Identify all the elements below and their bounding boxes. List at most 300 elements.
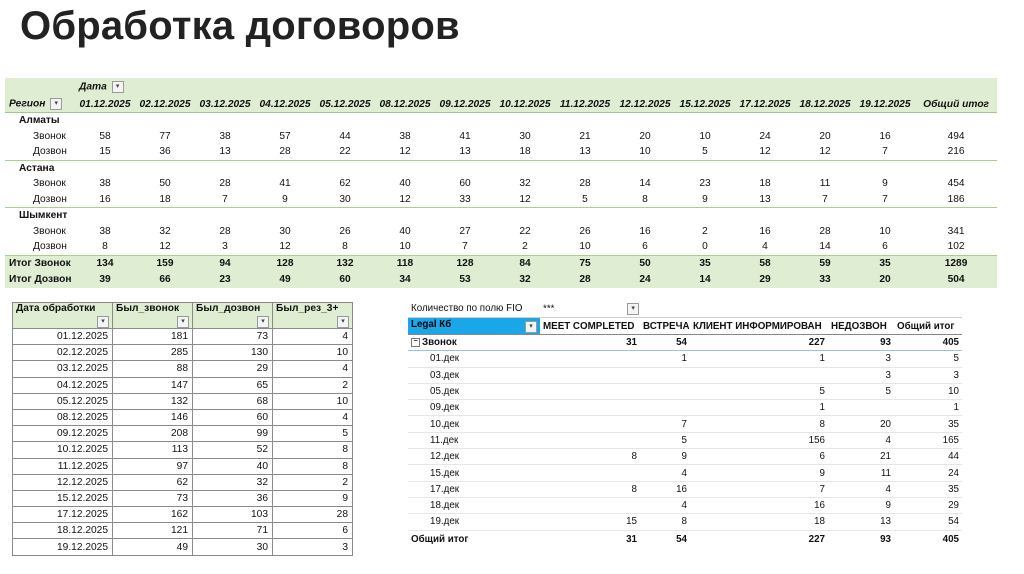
column-filter-dropdown-icon[interactable]: ▾ bbox=[257, 316, 269, 328]
count-cell bbox=[540, 400, 640, 416]
column-header[interactable] bbox=[193, 303, 273, 329]
value-cell: 10 bbox=[879, 225, 891, 237]
table-cell[interactable]: 09.12.2025 bbox=[13, 426, 113, 442]
count-cell: 21 bbox=[828, 449, 894, 465]
region-field-label: Регион bbox=[9, 98, 46, 110]
total-value-cell: 53 bbox=[435, 272, 495, 288]
value-cell: 9 bbox=[675, 192, 735, 208]
value-cell: 20 bbox=[819, 130, 831, 142]
value-cell: 26 bbox=[339, 225, 351, 237]
table-cell[interactable]: 2 bbox=[273, 474, 353, 490]
group-value-cell: 93 bbox=[828, 335, 894, 351]
region-field-header[interactable] bbox=[5, 96, 75, 113]
table-cell[interactable]: 8 bbox=[273, 442, 353, 458]
count-cell: 8 bbox=[690, 416, 828, 432]
value-cell: 41 bbox=[459, 130, 471, 142]
grand-total-row bbox=[408, 530, 962, 548]
column-filter-dropdown-icon[interactable]: ▾ bbox=[627, 303, 639, 315]
table-cell[interactable]: 132 bbox=[113, 393, 193, 409]
value-cell: 28 bbox=[219, 178, 231, 190]
total-value-cell: 118 bbox=[375, 255, 435, 272]
table-cell[interactable]: 2 bbox=[273, 377, 353, 393]
value-cell: 14 bbox=[639, 178, 651, 190]
count-cell: 18 bbox=[690, 514, 828, 530]
total-label: Итог Дозвон bbox=[5, 272, 75, 288]
count-cell: 35 bbox=[894, 416, 962, 432]
total-value-cell: 66 bbox=[135, 272, 195, 288]
value-cell: 13 bbox=[555, 144, 615, 160]
count-cell: 9 bbox=[640, 449, 690, 465]
value-cell: 26 bbox=[579, 225, 591, 237]
value-cell: 14 bbox=[795, 239, 855, 255]
table-cell[interactable]: 28 bbox=[273, 507, 353, 523]
value-cell: 7 bbox=[855, 192, 915, 208]
total-value-cell: 60 bbox=[315, 272, 375, 288]
column-header-label: Был_звонок bbox=[116, 303, 180, 314]
fio-count-pivot-table bbox=[408, 300, 962, 544]
region-date-pivot-table bbox=[5, 78, 997, 288]
value-cell: 30 bbox=[519, 130, 531, 142]
count-cell: 3 bbox=[828, 351, 894, 367]
value-cell: 41 bbox=[279, 178, 291, 190]
table-cell[interactable]: 4 bbox=[273, 329, 353, 345]
value-cell: 18 bbox=[759, 178, 771, 190]
column-header-label: Был_рез_3+ bbox=[276, 303, 339, 314]
count-cell: 4 bbox=[640, 497, 690, 513]
metric-label: Звонок bbox=[33, 178, 66, 190]
value-cell: 40 bbox=[399, 178, 411, 190]
count-cell: 1 bbox=[640, 351, 690, 367]
count-cell: 54 bbox=[894, 514, 962, 530]
value-cell: 36 bbox=[135, 144, 195, 160]
table-cell[interactable]: 30 bbox=[193, 539, 273, 555]
count-cell: 165 bbox=[894, 432, 962, 448]
table-cell[interactable]: 99 bbox=[193, 426, 273, 442]
count-cell bbox=[540, 383, 640, 399]
table-cell[interactable]: 17.12.2025 bbox=[13, 507, 113, 523]
total-value-cell: 33 bbox=[795, 272, 855, 288]
table-cell[interactable]: 05.12.2025 bbox=[13, 393, 113, 409]
table-cell[interactable]: 40 bbox=[193, 458, 273, 474]
table-cell[interactable]: 10.12.2025 bbox=[13, 442, 113, 458]
column-filter-dropdown-icon[interactable]: ▾ bbox=[177, 316, 189, 328]
date-column-header: 08.12.2025 bbox=[375, 96, 435, 113]
row-total-cell: 216 bbox=[915, 144, 997, 160]
date-field-label: Дата bbox=[79, 81, 107, 93]
value-cell: 32 bbox=[159, 225, 171, 237]
value-cell: 0 bbox=[675, 239, 735, 255]
collapse-icon[interactable]: − bbox=[411, 338, 420, 347]
value-cell: 10 bbox=[555, 239, 615, 255]
count-cell: 35 bbox=[894, 481, 962, 497]
date-label: 01.дек bbox=[408, 351, 540, 367]
legal-kb-label: Legal Кб bbox=[411, 319, 452, 330]
value-cell: 23 bbox=[699, 178, 711, 190]
total-value-cell: 20 bbox=[855, 272, 915, 288]
count-cell bbox=[540, 465, 640, 481]
count-cell: 8 bbox=[640, 514, 690, 530]
region-name[interactable]: Алматы bbox=[19, 115, 60, 127]
table-cell[interactable]: 71 bbox=[193, 523, 273, 539]
total-value-cell: 39 bbox=[75, 272, 135, 288]
date-label: 09.дек bbox=[408, 400, 540, 416]
count-cell bbox=[540, 351, 640, 367]
region-row[interactable] bbox=[5, 113, 997, 129]
table-row bbox=[13, 490, 353, 506]
column-header-label: Был_дозвон bbox=[196, 303, 261, 314]
date-row bbox=[408, 367, 962, 383]
column-filter-dropdown-icon[interactable]: ▾ bbox=[97, 316, 109, 328]
value-cell: 13 bbox=[735, 192, 795, 208]
total-value-cell: 49 bbox=[255, 272, 315, 288]
region-name[interactable]: Шымкент bbox=[19, 210, 68, 222]
count-cell bbox=[690, 367, 828, 383]
table-row bbox=[13, 426, 353, 442]
table-cell[interactable]: 32 bbox=[193, 474, 273, 490]
date-label: 17.дек bbox=[408, 481, 540, 497]
date-label: 18.дек bbox=[408, 497, 540, 513]
table-row bbox=[13, 523, 353, 539]
column-header[interactable] bbox=[273, 303, 353, 329]
value-cell: 32 bbox=[519, 178, 531, 190]
table-cell[interactable]: 5 bbox=[273, 426, 353, 442]
table-cell[interactable]: 65 bbox=[193, 377, 273, 393]
table-cell[interactable]: 4 bbox=[273, 361, 353, 377]
table-cell[interactable]: 73 bbox=[193, 329, 273, 345]
pivot-corner bbox=[5, 78, 75, 96]
date-label: 19.дек bbox=[408, 514, 540, 530]
value-cell: 22 bbox=[315, 144, 375, 160]
metric-row bbox=[5, 239, 997, 255]
value-cell: 15 bbox=[75, 144, 135, 160]
group-label-cell[interactable] bbox=[408, 335, 540, 351]
value-cell: 28 bbox=[579, 178, 591, 190]
metric-row bbox=[5, 192, 997, 208]
table-cell[interactable]: 02.12.2025 bbox=[13, 345, 113, 361]
value-cell: 8 bbox=[75, 239, 135, 255]
value-cell: 27 bbox=[459, 225, 471, 237]
count-cell bbox=[540, 416, 640, 432]
table-cell[interactable]: 3 bbox=[273, 539, 353, 555]
total-value-cell: 34 bbox=[375, 272, 435, 288]
table-cell[interactable]: 73 bbox=[113, 490, 193, 506]
table-cell[interactable]: 4 bbox=[273, 409, 353, 425]
count-field-label: Количество по полю FIO bbox=[408, 300, 540, 318]
count-cell: 156 bbox=[690, 432, 828, 448]
value-cell: 33 bbox=[435, 192, 495, 208]
value-cell: 77 bbox=[159, 130, 171, 142]
value-cell: 5 bbox=[675, 144, 735, 160]
table-cell[interactable]: 103 bbox=[193, 507, 273, 523]
grand-total-cell: 1289 bbox=[915, 255, 997, 272]
date-column-header: 02.12.2025 bbox=[135, 96, 195, 113]
table-cell[interactable]: 147 bbox=[113, 377, 193, 393]
value-cell: 10 bbox=[375, 239, 435, 255]
table-cell[interactable]: 9 bbox=[273, 490, 353, 506]
count-cell: 5 bbox=[894, 351, 962, 367]
column-header[interactable] bbox=[13, 303, 113, 329]
table-cell[interactable]: 18.12.2025 bbox=[13, 523, 113, 539]
value-cell: 9 bbox=[882, 178, 888, 190]
count-cell: 6 bbox=[690, 449, 828, 465]
group-row[interactable] bbox=[408, 335, 962, 351]
total-value-cell: 128 bbox=[435, 255, 495, 272]
table-cell[interactable]: 146 bbox=[113, 409, 193, 425]
date-label: 12.дек bbox=[408, 449, 540, 465]
count-cell bbox=[828, 400, 894, 416]
date-label: 05.дек bbox=[408, 383, 540, 399]
status-column-header: КЛИЕНТ ИНФОРМИРОВАН bbox=[690, 318, 828, 335]
grand-total-cell: 405 bbox=[894, 530, 962, 548]
value-cell: 10 bbox=[699, 130, 711, 142]
table-cell[interactable]: 121 bbox=[113, 523, 193, 539]
table-cell[interactable]: 29 bbox=[193, 361, 273, 377]
metric-row bbox=[5, 224, 997, 240]
value-cell: 16 bbox=[75, 192, 135, 208]
value-cell: 16 bbox=[879, 130, 891, 142]
value-cell: 2 bbox=[702, 225, 708, 237]
table-row bbox=[13, 474, 353, 490]
count-cell: 1 bbox=[690, 351, 828, 367]
count-cell: 5 bbox=[690, 383, 828, 399]
value-cell: 10 bbox=[615, 144, 675, 160]
table-row bbox=[13, 345, 353, 361]
date-row bbox=[408, 351, 962, 367]
table-cell[interactable]: 97 bbox=[113, 458, 193, 474]
date-row bbox=[408, 400, 962, 416]
legal-kb-field-header[interactable] bbox=[408, 318, 540, 335]
table-cell[interactable]: 04.12.2025 bbox=[13, 377, 113, 393]
value-cell: 12 bbox=[495, 192, 555, 208]
row-total-cell: 341 bbox=[947, 225, 965, 237]
value-cell: 18 bbox=[495, 144, 555, 160]
metric-row bbox=[5, 129, 997, 145]
value-cell: 38 bbox=[219, 130, 231, 142]
count-cell bbox=[540, 497, 640, 513]
date-row bbox=[408, 497, 962, 513]
value-cell: 7 bbox=[435, 239, 495, 255]
date-row bbox=[408, 449, 962, 465]
table-cell[interactable]: 49 bbox=[113, 539, 193, 555]
table-cell[interactable]: 181 bbox=[113, 329, 193, 345]
date-label: 11.дек bbox=[408, 432, 540, 448]
value-cell: 30 bbox=[315, 192, 375, 208]
count-cell: 4 bbox=[828, 481, 894, 497]
value-cell: 60 bbox=[459, 178, 471, 190]
count-cell: 7 bbox=[640, 416, 690, 432]
value-cell: 8 bbox=[315, 239, 375, 255]
grand-total-cell: 227 bbox=[690, 530, 828, 548]
status-column-header: НЕДОЗВОН bbox=[828, 318, 894, 335]
total-value-cell: 132 bbox=[315, 255, 375, 272]
processing-date-table bbox=[12, 302, 352, 556]
total-value-cell: 84 bbox=[495, 255, 555, 272]
table-cell[interactable]: 12.12.2025 bbox=[13, 474, 113, 490]
metric-label: Дозвон bbox=[5, 239, 75, 255]
value-cell: 44 bbox=[339, 130, 351, 142]
table-cell[interactable]: 03.12.2025 bbox=[13, 361, 113, 377]
region-row[interactable] bbox=[5, 208, 997, 224]
metric-label: Звонок bbox=[33, 225, 66, 237]
value-cell: 13 bbox=[195, 144, 255, 160]
value-cell: 4 bbox=[735, 239, 795, 255]
value-cell: 12 bbox=[255, 239, 315, 255]
value-cell: 16 bbox=[639, 225, 651, 237]
total-value-cell: 58 bbox=[735, 255, 795, 272]
column-header[interactable] bbox=[113, 303, 193, 329]
value-cell: 12 bbox=[375, 192, 435, 208]
value-cell: 18 bbox=[135, 192, 195, 208]
table-cell[interactable]: 68 bbox=[193, 393, 273, 409]
date-label: 10.дек bbox=[408, 416, 540, 432]
table-cell[interactable]: 113 bbox=[113, 442, 193, 458]
status-column-header: ВСТРЕЧА bbox=[640, 318, 690, 335]
total-value-cell: 23 bbox=[195, 272, 255, 288]
table-row bbox=[13, 409, 353, 425]
group-value-cell: 54 bbox=[640, 335, 690, 351]
fio-filter-value: *** bbox=[543, 303, 555, 315]
metric-label: Звонок bbox=[33, 130, 66, 142]
column-filter-dropdown-icon[interactable]: ▾ bbox=[337, 316, 349, 328]
value-cell: 38 bbox=[99, 178, 111, 190]
total-value-cell: 24 bbox=[615, 272, 675, 288]
row-total-cell: 454 bbox=[947, 178, 965, 190]
table-cell[interactable]: 08.12.2025 bbox=[13, 409, 113, 425]
table-cell[interactable]: 6 bbox=[273, 523, 353, 539]
table-cell[interactable]: 62 bbox=[113, 474, 193, 490]
count-cell: 5 bbox=[828, 383, 894, 399]
grand-total-cell: 504 bbox=[915, 272, 997, 288]
date-row bbox=[408, 465, 962, 481]
count-cell bbox=[640, 400, 690, 416]
count-cell: 3 bbox=[828, 367, 894, 383]
total-label: Итог Звонок bbox=[5, 255, 75, 272]
table-cell[interactable]: 88 bbox=[113, 361, 193, 377]
date-column-header: 19.12.2025 bbox=[855, 96, 915, 113]
date-label: 03.дек bbox=[408, 367, 540, 383]
count-cell: 16 bbox=[690, 497, 828, 513]
value-cell: 13 bbox=[435, 144, 495, 160]
table-cell[interactable]: 15.12.2025 bbox=[13, 490, 113, 506]
count-cell: 15 bbox=[540, 514, 640, 530]
status-column-header: MEET COMPLETED bbox=[540, 318, 640, 335]
row-total-cell: 186 bbox=[915, 192, 997, 208]
value-cell: 40 bbox=[399, 225, 411, 237]
count-cell: 24 bbox=[894, 465, 962, 481]
table-row bbox=[13, 377, 353, 393]
total-row bbox=[5, 272, 997, 288]
value-cell: 6 bbox=[855, 239, 915, 255]
count-cell: 13 bbox=[828, 514, 894, 530]
value-cell: 12 bbox=[735, 144, 795, 160]
value-cell: 57 bbox=[279, 130, 291, 142]
value-cell: 12 bbox=[795, 144, 855, 160]
total-row bbox=[5, 255, 997, 272]
value-cell: 30 bbox=[279, 225, 291, 237]
status-column-header: Общий итог bbox=[894, 318, 962, 335]
table-cell[interactable]: 60 bbox=[193, 409, 273, 425]
date-row bbox=[408, 514, 962, 530]
region-filter-dropdown-icon[interactable]: ▾ bbox=[50, 98, 62, 110]
table-row bbox=[13, 329, 353, 345]
count-cell: 9 bbox=[690, 465, 828, 481]
date-filter-dropdown-icon[interactable]: ▾ bbox=[112, 81, 124, 93]
table-row bbox=[13, 361, 353, 377]
table-cell[interactable]: 162 bbox=[113, 507, 193, 523]
table-cell[interactable]: 130 bbox=[193, 345, 273, 361]
table-cell[interactable]: 10 bbox=[273, 345, 353, 361]
count-cell: 10 bbox=[894, 383, 962, 399]
date-column-header: 01.12.2025 bbox=[75, 96, 135, 113]
grand-total-cell: 54 bbox=[640, 530, 690, 548]
region-name[interactable]: Астана bbox=[19, 162, 55, 174]
count-cell bbox=[640, 367, 690, 383]
row-total-cell: 494 bbox=[947, 130, 965, 142]
grand-total-label: Общий итог bbox=[408, 530, 540, 548]
value-cell: 7 bbox=[795, 192, 855, 208]
value-cell: 38 bbox=[99, 225, 111, 237]
table-cell[interactable]: 01.12.2025 bbox=[13, 329, 113, 345]
date-row bbox=[408, 432, 962, 448]
table-cell[interactable]: 11.12.2025 bbox=[13, 458, 113, 474]
row-filter-dropdown-icon[interactable]: ▾ bbox=[525, 321, 537, 333]
date-label: 15.дек bbox=[408, 465, 540, 481]
value-cell: 12 bbox=[375, 144, 435, 160]
grand-total-column-header: Общий итог bbox=[915, 96, 997, 113]
value-cell: 7 bbox=[855, 144, 915, 160]
table-cell[interactable]: 285 bbox=[113, 345, 193, 361]
count-cell: 5 bbox=[640, 432, 690, 448]
table-cell[interactable]: 52 bbox=[193, 442, 273, 458]
total-value-cell: 28 bbox=[555, 272, 615, 288]
grand-total-cell: 93 bbox=[828, 530, 894, 548]
total-value-cell: 59 bbox=[795, 255, 855, 272]
table-cell[interactable]: 36 bbox=[193, 490, 273, 506]
date-column-header: 10.12.2025 bbox=[495, 96, 555, 113]
value-cell: 28 bbox=[219, 225, 231, 237]
region-row[interactable] bbox=[5, 160, 997, 176]
table-cell[interactable]: 10 bbox=[273, 393, 353, 409]
value-cell: 3 bbox=[195, 239, 255, 255]
count-cell: 8 bbox=[540, 449, 640, 465]
count-cell: 1 bbox=[894, 400, 962, 416]
column-header-label: Дата обработки bbox=[16, 303, 96, 314]
date-row bbox=[408, 481, 962, 497]
count-cell: 4 bbox=[640, 465, 690, 481]
table-cell[interactable]: 8 bbox=[273, 458, 353, 474]
date-column-header: 05.12.2025 bbox=[315, 96, 375, 113]
value-cell: 11 bbox=[819, 178, 831, 190]
total-value-cell: 32 bbox=[495, 272, 555, 288]
total-value-cell: 50 bbox=[615, 255, 675, 272]
total-value-cell: 35 bbox=[675, 255, 735, 272]
total-value-cell: 128 bbox=[255, 255, 315, 272]
total-value-cell: 35 bbox=[855, 255, 915, 272]
table-cell[interactable]: 208 bbox=[113, 426, 193, 442]
value-cell: 2 bbox=[495, 239, 555, 255]
date-column-header: 09.12.2025 bbox=[435, 96, 495, 113]
group-value-cell: 31 bbox=[540, 335, 640, 351]
value-cell: 24 bbox=[759, 130, 771, 142]
date-field-header[interactable] bbox=[75, 78, 135, 96]
count-cell bbox=[640, 383, 690, 399]
date-column-header: 18.12.2025 bbox=[795, 96, 855, 113]
total-value-cell: 159 bbox=[135, 255, 195, 272]
count-cell: 29 bbox=[894, 497, 962, 513]
count-cell: 9 bbox=[828, 497, 894, 513]
value-cell: 9 bbox=[255, 192, 315, 208]
table-cell[interactable]: 19.12.2025 bbox=[13, 539, 113, 555]
